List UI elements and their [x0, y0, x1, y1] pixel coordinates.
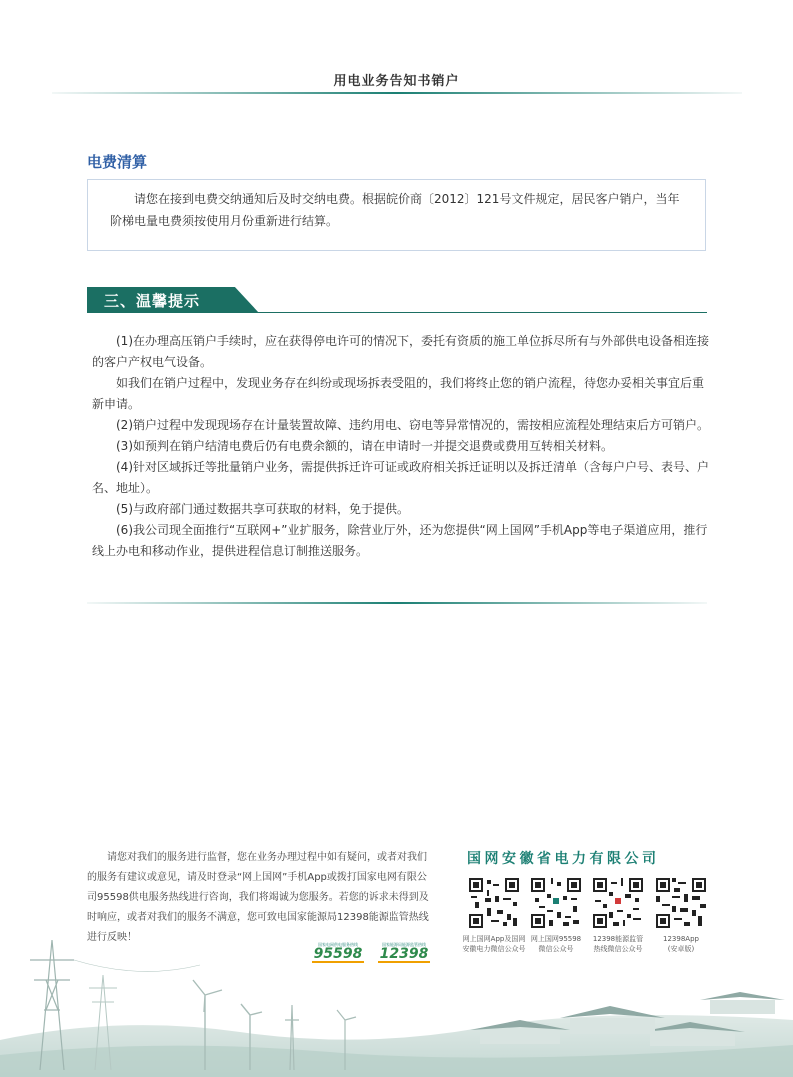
qr-caption-line: 12398App — [663, 935, 699, 943]
qr-caption-line: 热线微信公众号 — [593, 945, 643, 953]
qr-caption-line: 安徽电力微信公众号 — [462, 945, 526, 953]
tip-paragraph: (6)我公司现全面推行“互联网+”业扩服务，除营业厅外，还为您提供“网上国网”手机App等电子渠道应用，推行线上办电和移动作业，提供进程信息订制推送服务。 — [92, 523, 708, 558]
qr-code-icon — [531, 878, 581, 932]
qr-caption-line: 微信公众号 — [538, 945, 574, 953]
header-divider — [52, 92, 742, 94]
qr-code-icon — [656, 878, 706, 932]
qr-caption-line: (安卓版) — [667, 945, 695, 953]
hotline-95598-number: 95598 — [313, 946, 363, 962]
qr-code-icon — [593, 878, 643, 932]
company-name: 国网安徽省电力有限公司 — [467, 851, 660, 867]
content-bottom-divider — [87, 602, 707, 604]
qr-caption-line: 12398能源监管 — [592, 935, 644, 943]
hotline-12398-number: 12398 — [379, 946, 429, 962]
tips-body — [92, 331, 712, 562]
fee-section-body: 请您在接到电费交纳通知后及时交纳电费。根据皖价商〔2012〕121号文件规定，居民客户销户，当年阶梯电量电费须按使用月份重新进行结算。 — [110, 192, 680, 228]
tip-paragraph: (3)如预判在销户结清电费后仍有电费余额的，请在申请时一并提交退费或费用互转相关材料。 — [116, 439, 614, 453]
hotline-12398-caption: 国家能源局能源监管热线 — [382, 942, 426, 947]
qr-caption — [586, 934, 650, 954]
tip-paragraph: (1)在办理高压销户手续时，应在获得停电许可的情况下，委托有资质的施工单位拆尽所有与外部供电设备相连接的客户产权电气设备。 — [92, 334, 710, 369]
qr-caption — [649, 934, 713, 954]
hotline-95598-caption: 国家电网供电服务热线 — [318, 942, 358, 947]
qr-caption — [524, 934, 588, 954]
document-title: 用电业务告知书销户 — [333, 74, 460, 89]
tip-paragraph: (5)与政府部门通过数据共享可获取的材料，免于提供。 — [116, 502, 410, 516]
qr-code-icon — [469, 878, 519, 932]
tip-paragraph: 如我们在销户过程中，发现业务存在纠纷或现场拆表受阻的，我们将终止您的销户流程，待您办妥相关事宜后重新申请。 — [92, 376, 705, 411]
tip-paragraph: (2)销户过程中发现现场存在计量装置故障、违约用电、窃电等异常情况的，需按相应流程处理结束后方可销户。 — [116, 418, 710, 432]
footer-notice: 请您对我们的服务进行监督，您在业务办理过程中如有疑问，或者对我们的服务有建议或意见，请及时登录“网上国网”手机App或拨打国家电网有限公司95598供电服务热线进行咨询，我们将竭诚为您服务。若您的诉求未得到及时响应，或者对我们的服务不满意，您可致电国家能源局12398能源监管热线进行反映！ — [87, 852, 429, 943]
hotline-95598-logo — [312, 942, 364, 962]
tip-paragraph: (4)针对区域拆迁等批量销户业务，需提供拆迁许可证或政府相关拆迁证明以及拆迁清单（含每户户号、表号、户名、地址）。 — [92, 460, 710, 495]
tips-underline — [87, 312, 707, 313]
qr-caption-line: 网上国网95598 — [530, 935, 582, 943]
hotline-12398-logo — [378, 942, 430, 962]
qr-caption — [462, 934, 526, 954]
tips-section-title: 三、温馨提示 — [104, 292, 201, 310]
fee-section-title: 电费清算 — [87, 153, 148, 171]
qr-caption-line: 网上国网App及国网 — [462, 935, 526, 943]
fee-section-box — [87, 179, 706, 251]
